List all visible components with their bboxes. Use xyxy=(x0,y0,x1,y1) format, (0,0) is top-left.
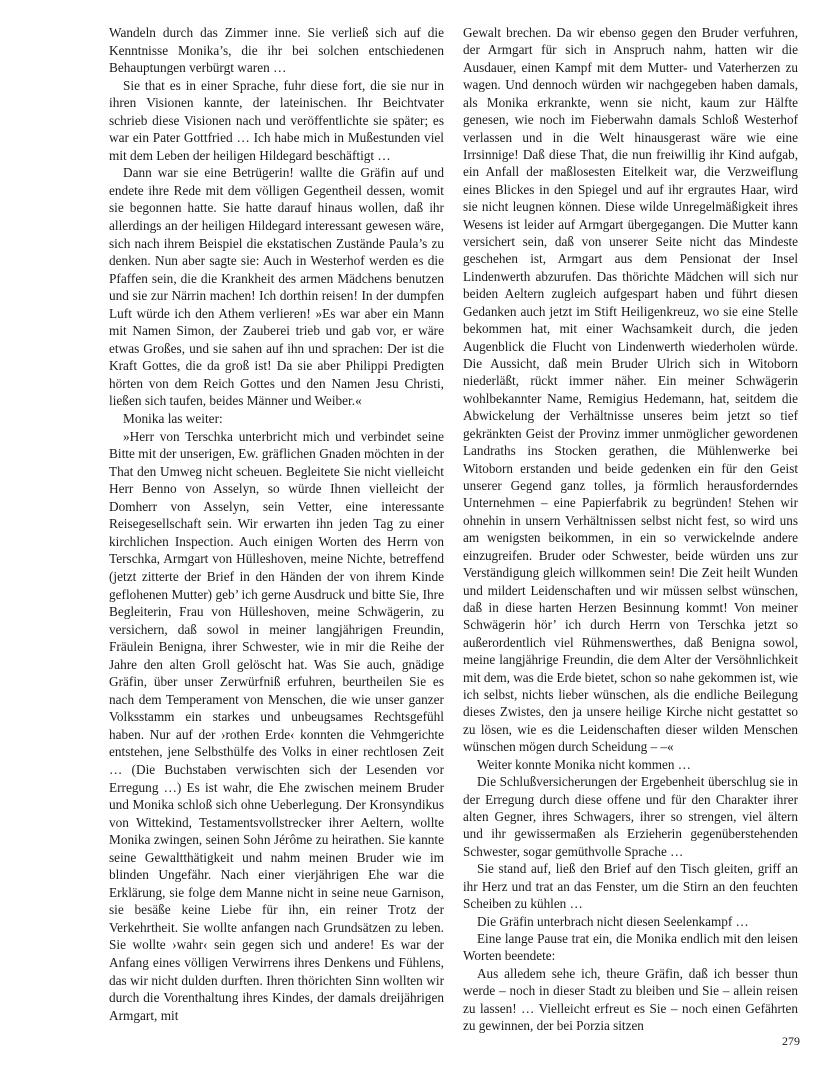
left-text-column xyxy=(109,24,444,1024)
paragraph: Wandeln durch das Zimmer inne. Sie verließ sich auf die Kenntnisse Monika’s, die ihr bei solchen entschiedenen Behauptungen verbürgt waren … xyxy=(109,25,444,76)
paragraph: Dann war sie eine Betrügerin! wallte die Gräfin auf und endete ihre Rede mit dem völligen Gegentheil dessen, womit sie begonnen hatte. Sie hatte darauf hinaus wollen, daß ihr allerdings an der heiligen Hildegard interessant gewesen wäre, sich nach ihrem Beispiel die ekstatischen Zustände Paula’s zu denken. Nun aber sagte sie: Auch in Westerhof werden es die Pfaffen sein, die die Krankheit des armen Mädchens benutzen und sie zur Närrin machen! Ich dorthin reisen! In der dumpfen Luft würde ich den Athem verlieren! »Es war aber ein Mann mit Namen Simon, der Zauberei trieb und gab vor, er wäre etwas Großes, und sie sahen auf ihn und sprachen: Der ist die Kraft Gottes, die da groß ist! Da sie aber Philippi Predigten hörten von dem Reich Gottes und den Namen Jesu Christi, ließen sich taufen, beides Männer und Weiber.« xyxy=(109,165,444,409)
paragraph: Die Schlußversicherungen der Ergebenheit überschlug sie in der Erregung durch diese offene und für den Charakter ihrer alten Gegner, ihres Schwagers, ihrer so strengen, viel ältern und ihr gewissermaßen als Erzieherin gegenüberstehenden Schwester, sogar gemüthvolle Sprache … xyxy=(463,774,798,859)
paragraph: Monika las weiter: xyxy=(123,411,223,427)
paragraph: Sie stand auf, ließ den Brief auf den Tisch gleiten, griff an ihr Herz und trat an das Fenster, um die Stirn an den feuchten Scheiben zu kühlen … xyxy=(463,861,798,912)
paragraph: Sie that es in einer Sprache, fuhr diese fort, die sie nur in ihren Visionen kannte, der lateinischen. Ihr Beichtvater schrieb diese Visionen nach und veröffentlichte sie später; es war ein Pater Gottfried … Ich habe mich in Mußestunden viel mit dem Leben der heiligen Hildegard beschäftigt … xyxy=(109,77,444,163)
paragraph: Weiter konnte Monika nicht kommen … xyxy=(477,756,691,772)
right-text-column xyxy=(463,24,798,1034)
paragraph: »Herr von Terschka unterbricht mich und verbindet seine Bitte mit der unserigen, Ew. gräflichen Gnaden möchten in der That den Umweg nicht scheuen. Begleitete Sie nicht vielleicht Herr Benno von Asselyn, so würde Ihnen vielleicht der Domherr von Asselyn, sein Vetter, eine interessante Reisegesellschaft sein. Wir erwarten ihn jeden Tag zu einer kirchlichen Inspection. Auch einigen Worten des Herrn von Terschka, Armgart von Hülleshoven, meine Nichte, betreffend (jetzt zitterte der Brief in den Händen der von ihrem Kinde geflohenen Mutter) geb’ ich gerne Ausdruck und bitte Sie, Ihre Begleiterin, Frau von Hülleshoven, meine Schwägerin, zu versichern, daß sowol in meiner langjährigen Freundin, Fräulein Benigna, ihrer Schwester, wie in mir die Reihe der Jahre den alten Groll gelöscht hat. Was Sie auch, gnädige Gräfin, über unser Zerwürfniß erfuhren, beurtheilen Sie es nach dem Temperament von Menschen, die wie unser ganzer Volksstamm ein starkes und unbeugsames Rechtsgefühl haben. Nur auf der ›rothen Erde‹ konnten die Vehmgerichte entstehen, jene Selbsthülfe des Volks in einer rechtlosen Zeit … (Die Buchstaben verwischten sich der Lesenden vor Erregung …) Es ist wahr, die Ehe zwischen meinem Bruder und Monika schloß sich ohne Ueberlegung. Der Kronsyndikus von Wittekind, Testamentsvollstrecker ihrer Aeltern, wollte Monika zwingen, seinen Sohn Jérôme zu heirathen. Sie kannte seine Gewaltthätigkeit und nahm meinen Bruder wie im blinden Ungefähr. Nach einer vierjährigen Ehe war die Erklärung, sie folge dem Manne nicht in seine neue Garnison, sie besäße keine Liebe für ihn, ein reiner Trotz der Verkehrtheit. Sie wollte anfangen nach Grundsätzen zu leben. Sie wollte ›wahr‹ sein gegen sich und andere! Es war der Anfang eines völligen Verwirrens ihres Denkens und Fühlens, das wir nicht dulden durften. Ihren thörichten Sinn wollten wir durch die Vorenthaltung ihres Kindes, der damals dreijährigen Armgart, mit xyxy=(109,428,444,1023)
paragraph: Die Gräfin unterbrach nicht diesen Seelenkampf … xyxy=(477,913,749,929)
paragraph: Aus alledem sehe ich, theure Gräfin, daß ich besser thun werde – noch in dieser Stadt zu bleiben und Sie – allein reisen zu lassen! … Vielleicht erfreut es Sie – noch einen Gefährten zu gewinnen, der bei Porzia sitzen xyxy=(463,965,798,1034)
page-number: 279 xyxy=(782,1034,800,1048)
paragraph: Gewalt brechen. Da wir ebenso gegen den Bruder verfuhren, der Armgart für sich in Anspruch nahm, hatten wir die Ausdauer, einen Kampf mit dem Mutter- und Vaterherzen zu wagen. Und dennoch würden wir nachgegeben haben damals, als Monika erkrankte, wenn sie nicht, kaum zur Hälfte genesen, wie noch im Fieberwahn damals Schloß Westerhof verlassen und in die Welt hinausgerast wäre wie eine Irrsinnige! Daß diese That, die nun freiwillig ihr Kind aufgab, ein Anfall der maßlosesten Eitelkeit war, die Verzweiflung eines Blickes in den Spiegel und auf ihr ergrautes Haar, wird sie nicht leugnen können. Diese wilde Unregelmäßigkeit ihres Wesens ist leider auf Armgart übergegangen. Die Mutter kann versichert sein, daß von unserer Seite nicht das Mindeste geschehen ist, Armgart aus dem Pensionat der Insel Lindenwerth abzurufen. Das thörichte Mädchen will sich nur beiden Aeltern zugleich aufgespart haben und führt diesen Gedanken auch jetzt im Stift Heiligenkreuz, wo sie eine Stelle bekommen hat, mit einer Wachsamkeit durch, die jeden Augenblick die Flucht von Lindenwerth wiederholen würde. Die Aussicht, daß mein Bruder Ulrich sich in Witoborn niederläßt, rückt immer näher. Ein meiner Schwägerin wohlbekannter Name, Remigius Hedemann, hat, seitdem die Abwickelung der Verhältnisse unseres beim jetzt so tief gekränkten Geist der Provinz immer unmöglicher gewordenen Landraths ins Stocken gerathen, die Mühlenwerke bei Witoborn erstanden und beide gedenken ein für den Geist unserer Gegend ganz tolles, ja förmlich herausforderndes Unternehmen – eine Papierfabrik zu begründen! Stehen wir ohnehin in unsern Verhältnissen selbst nicht fest, so wird uns am wenigsten beikommen, in ein so verwickelnde andere einzugreifen. Bruder oder Schwester, beide würden uns zur Verständigung gleich willkommen sein! Die Zeit heilt Wunden und mildert Leidenschaften und wir müssen selbst wünschen, daß in diese harten Herzen Besinnung kommt! Von meiner Schwägerin hör’ ich durch Herrn von Terschka jetzt so außerordentlich viel Rühmenswerthes, daß Benigna sowol, meine langjährige Freundin, die dem Alter der Versöhnlichkeit mit dem, was die Erde bietet, schon so nahe gekommen ist, wie ich selbst, nichts lieber wünschen, als die endliche Beilegung dieses Zwistes, den ja unsere heilige Kirche nicht gestattet so zu lösen, wie es die Leidenschaften dieser wilden Menschen wünschen mögen durch Scheidung – –« xyxy=(463,25,798,755)
paragraph: Eine lange Pause trat ein, die Monika endlich mit den leisen Worten beendete: xyxy=(463,930,798,964)
